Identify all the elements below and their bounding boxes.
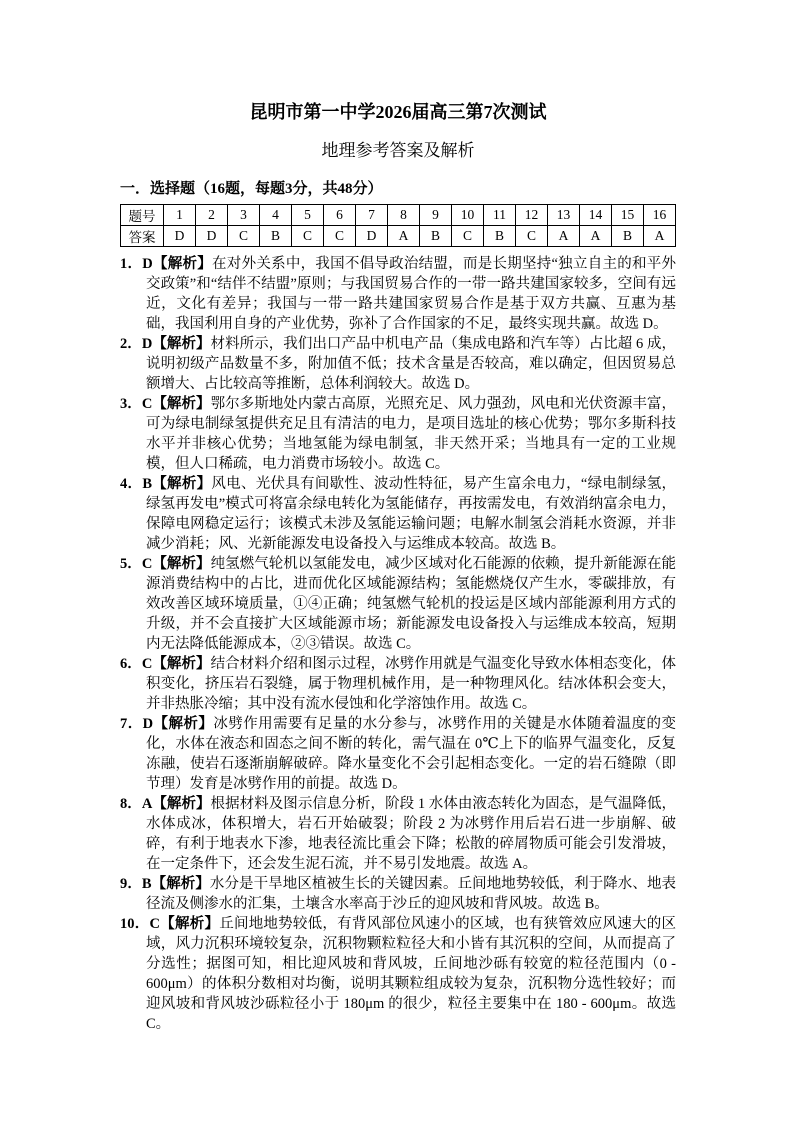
answer-table [120,204,676,247]
item-number: 9． [120,876,142,892]
answer-cell: D [356,226,388,247]
question-number-cell: 12 [516,205,548,226]
answer-row-label: 答案 [121,226,164,247]
answer-cell: B [612,226,644,247]
section-heading: 一．选择题（16题，每题3分，共48分） [120,181,383,197]
answer-cell: C [452,226,484,247]
answer-and-analysis-label: A【解析】 [141,796,211,812]
question-number-cell: 8 [388,205,420,226]
page-subtitle: 地理参考答案及解析 [321,141,475,160]
explanation-item [120,334,676,394]
answer-and-analysis-label: B【解析】 [142,476,212,492]
answer-cell: B [420,226,452,247]
question-number-cell: 3 [228,205,260,226]
question-number-row [121,205,676,226]
page-title: 昆明市第一中学2026届高三第7次测试 [249,102,547,122]
item-number: 4． [120,476,143,492]
question-number-row-label: 题号 [121,205,164,226]
question-number-cell: 10 [452,205,484,226]
answer-cell: D [164,226,196,247]
explanation-text: 根据材料及图示信息分析，阶段 1 水体由液态转化为固态，是气温降低，水体成冰，体积增大，岩石开始破裂；阶段 2 为冰劈作用后岩石进一步崩解、破碎，有利于地表水下渗，地表径流比重会下降；松散的碎屑物质可能会引发滑坡，在一定条件下，还会发生泥石流，并不易引发地震。故选 A。 [146,796,676,872]
explanation-text: 在对外关系中，我国不倡导政治结盟，而是长期坚持“独立自主的和平外交政策”和“结伴不结盟”原则；与我国贸易合作的一带一路共建国家较多，空间有远近，文化有差异；我国与一带一路共建国家贸易合作是基于双方共赢、互惠为基础，我国利用自身的产业优势，弥补了合作国家的不足，最终实现共赢。故选 D。 [146,256,676,332]
answer-and-analysis-label: D【解析】 [142,716,214,732]
explanation-text: 材料所示，我们出口产品中机电产品（集成电路和汽车等）占比超 6 成，说明初级产品数量不多，附加值不低；技术含量是否较高，难以确定，但因贸易总额增大、占比较高等推断，总体利润较大。故选 D。 [146,336,676,392]
explanation-item [120,394,676,474]
item-number: 6． [120,656,142,672]
item-number: 5． [120,556,142,572]
explanations-section [120,254,676,1034]
answer-and-analysis-label: B【解析】 [141,876,210,892]
explanation-text: 纯氢燃气轮机以氢能发电，减少区域对化石能源的依赖，提升新能源在能源消费结构中的占比，进而优化区域能源结构；氢能燃烧仅产生水，零碳排放，有效改善区域环境质量，①④正确；纯氢燃气轮机的投运是区域内部能源利用方式的升级，并不会直接扩大区域能源市场；新能源发电设备投入与运维成本较高，短期内无法降低能源成本，②③错误。故选 C。 [146,556,676,652]
explanation-text: 风电、光伏具有间歇性、波动性特征，易产生富余电力，“绿电制绿氢，绿氢再发电”模式可将富余绿电转化为氢能储存，再按需发电，有效消纳富余电力，保障电网稳定运行；该模式未涉及氢能运输问题；电解水制氢会消耗水资源，并非减少消耗；风、光新能源发电设备投入与运维成本较高。故选 B。 [146,476,677,552]
item-number: 7． [120,716,143,732]
answer-cell: B [484,226,516,247]
question-number-cell: 13 [548,205,580,226]
answer-and-analysis-label: D【解析】 [141,336,211,352]
question-number-cell: 14 [580,205,612,226]
question-number-cell: 16 [644,205,676,226]
answer-and-analysis-label: C【解析】 [141,556,211,572]
question-number-cell: 9 [420,205,452,226]
question-number-cell: 15 [612,205,644,226]
question-number-cell: 11 [484,205,516,226]
explanation-item [120,714,676,794]
question-number-cell: 2 [196,205,228,226]
answer-cell: C [292,226,324,247]
explanation-text: 鄂尔多斯地处内蒙古高原，光照充足、风力强劲，风电和光伏资源丰富，可为绿电制绿氢提供充足且有清洁的电力，是项目选址的核心优势；鄂尔多斯科技水平并非核心优势；当地氢能为绿电制氢，非天然开采；当地具有一定的工业规模，但人口稀疏，电力消费市场较小。故选 C。 [146,396,676,472]
item-number: 8． [120,796,142,812]
question-number-cell: 1 [164,205,196,226]
answer-row [121,226,676,247]
answer-cell: C [228,226,260,247]
answer-and-analysis-label: C【解析】 [141,656,211,672]
answer-cell: A [580,226,612,247]
answer-and-analysis-label: C【解析】 [149,916,220,932]
answer-cell: A [388,226,420,247]
explanation-item [120,874,676,914]
answer-and-analysis-label: C【解析】 [141,396,211,412]
question-number-cell: 4 [260,205,292,226]
item-number: 3． [120,396,142,412]
explanation-text: 结合材料介绍和图示过程，冰劈作用就是气温变化导致水体相态变化，体积变化，挤压岩石裂缝，属于物理机械作用，是一种物理风化。结冰体积会变大，并非热胀冷缩；其中没有流水侵蚀和化学溶蚀作用。故选 C。 [146,656,676,712]
explanation-item [120,654,676,714]
explanation-item [120,474,676,554]
answer-cell: C [324,226,356,247]
item-number: 1． [120,256,143,272]
question-number-cell: 6 [324,205,356,226]
explanation-text: 水分是干旱地区植被生长的关键因素。丘间地地势较低，利于降水、地表径流及侧渗水的汇集，土壤含水率高于沙丘的迎风坡和背风坡。故选 B。 [146,876,677,912]
item-number: 10． [120,916,150,932]
explanation-text: 冰劈作用需要有足量的水分参与，冰劈作用的关键是水体随着温度的变化，水体在液态和固态之间不断的转化，需气温在 0℃上下的临界气温变化，反复冻融，使岩石逐渐崩解破碎。降水量变化不会引起相态变化。一定的岩石缝隙（即节理）发育是冰劈作用的前提。故选 D。 [146,716,676,792]
explanation-item [120,554,676,654]
answer-cell: C [516,226,548,247]
explanation-item [120,914,676,1034]
explanation-item [120,254,676,334]
answer-cell: A [548,226,580,247]
answer-cell: A [644,226,676,247]
answer-cell: B [260,226,292,247]
question-number-cell: 7 [356,205,388,226]
question-number-cell: 5 [292,205,324,226]
answer-and-analysis-label: D【解析】 [142,256,213,272]
answer-cell: D [196,226,228,247]
explanation-text: 丘间地地势较低，有背风部位风速小的区域，也有狭管效应风速大的区域，风力沉积环境较复杂，沉积物颗粒粒径大和小皆有其沉积的空间，从而提高了分选性；据图可知，相比迎风坡和背风坡，丘间地沙砾有较宽的粒径范围内（0 - 600μm）的体积分数相对均衡，说明其颗粒组成较为复杂，沉积物分选性较好；而迎风坡和背风坡沙砾粒径小于 180μm 的很少，粒径主要集中在 180 - 600μm。故选 C。 [146,916,677,1032]
explanation-item [120,794,676,874]
item-number: 2． [120,336,142,352]
